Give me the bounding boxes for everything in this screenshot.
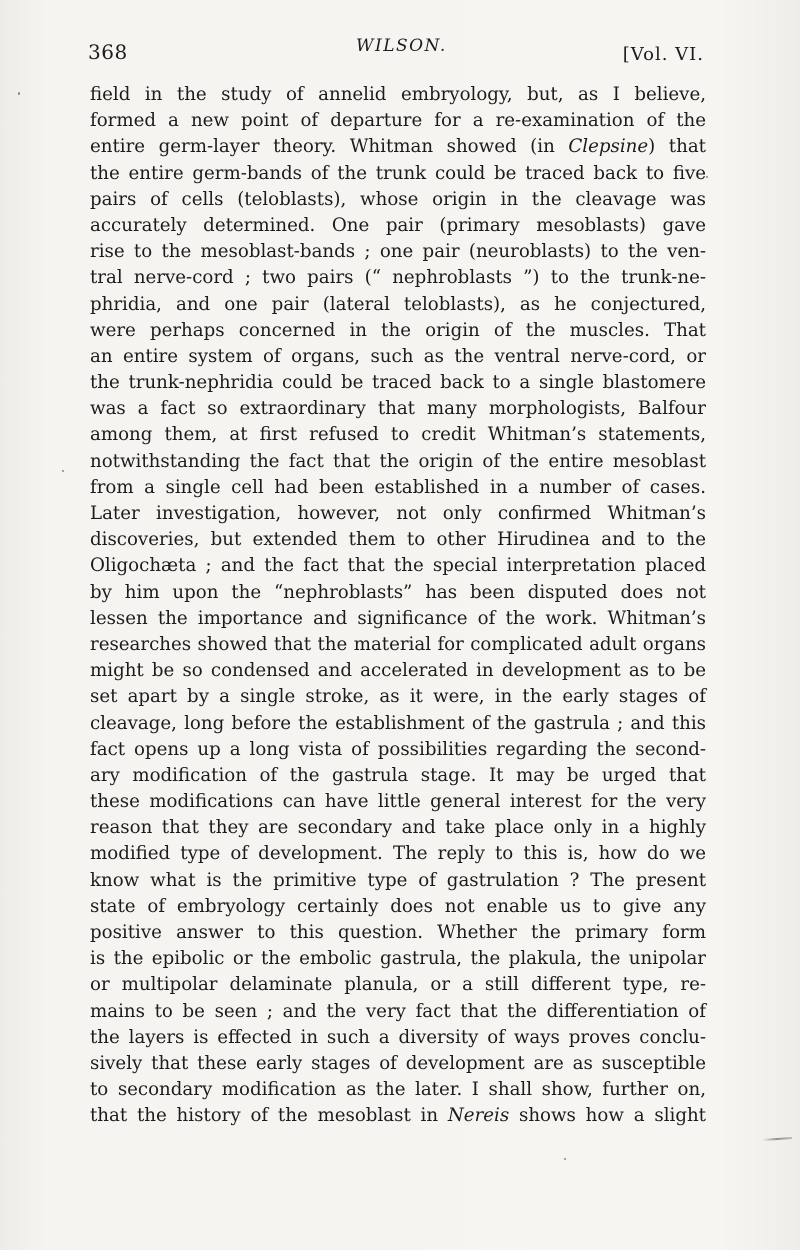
text-line: or multipolar delaminate planula, or a still different type, re-: [90, 974, 706, 996]
text-line: mains to be seen ; and the very fact that the differentiation of: [90, 1000, 706, 1022]
running-head: WILSON.: [356, 36, 447, 56]
text-line: the entire germ-bands of the trunk could be traced back to five: [90, 162, 706, 184]
text-line: might be so condensed and accelerated in development as to be: [90, 660, 706, 682]
volume-label: [Vol. VI.: [622, 44, 704, 65]
text-line: Later investigation, however, not only confirmed Whitman’s: [90, 503, 706, 524]
text-line: state of embryology certainly does not enable us to give any: [90, 895, 706, 917]
text-line: formed a new point of departure for a re-examination of the: [90, 110, 706, 132]
text-line: an entire system of organs, such as the ventral nerve-cord, or: [90, 345, 706, 367]
text-line: sively that these early stages of development are as susceptible: [90, 1052, 706, 1074]
text-line: that the history of the mesoblast in Nereis shows how a slight: [90, 1105, 706, 1127]
paper-speck: [706, 176, 708, 178]
ink-mark: [762, 1137, 792, 1141]
text-line: ary modification of the gastrula stage. It may be urged that: [90, 764, 706, 786]
text-line: the trunk-nephridia could be traced back to a single blastomere: [90, 372, 706, 394]
page-number: 368: [88, 40, 128, 64]
text-line: tral nerve-cord ; two pairs (“ nephroblasts ”) to the trunk-ne-: [90, 267, 706, 289]
text-line: cleavage, long before the establishment of the gastrula ; and this: [90, 712, 706, 734]
text-line: phridia, and one pair (lateral teloblasts), as he conjectured,: [90, 293, 706, 315]
text-line: among them, at first refused to credit Whitman’s statements,: [90, 424, 706, 446]
text-line: fact opens up a long vista of possibilities regarding the second-: [90, 738, 706, 760]
text-line: Oligochæta ; and the fact that the special interpretation placed: [90, 555, 706, 577]
text-line: modified type of development. The reply to this is, how do we: [90, 843, 706, 865]
taxon-name: Clepsine: [568, 136, 649, 158]
paper-speck: [62, 470, 64, 472]
text-line: researches showed that the material for complicated adult organs: [90, 633, 706, 655]
text-line: notwithstanding the fact that the origin of the entire mesoblast: [90, 450, 706, 472]
text-line: these modifications can have little general interest for the very: [90, 791, 706, 813]
text-line: pairs of cells (teloblasts), whose origin in the cleavage was: [90, 188, 706, 210]
text-line: the layers is effected in such a diversity of ways proves conclu-: [90, 1026, 706, 1048]
text-line: is the epibolic or the embolic gastrula, the plakula, the unipolar: [90, 948, 706, 970]
text-line: field in the study of annelid embryology, but, as I believe,: [90, 84, 706, 105]
paper-speck: [564, 1158, 566, 1160]
text-line: reason that they are secondary and take place only in a highly: [90, 817, 706, 839]
text-line: from a single cell had been established in a number of cases.: [90, 476, 706, 498]
text-line: were perhaps concerned in the origin of the muscles. That: [90, 319, 706, 341]
text-line: set apart by a single stroke, as it were, in the early stages of: [90, 686, 706, 708]
text-line: know what is the primitive type of gastrulation ? The present: [90, 869, 706, 891]
text-line: lessen the importance and significance of the work. Whitman’s: [90, 607, 706, 629]
paper-speck: [18, 92, 20, 95]
body-text: [90, 82, 706, 1130]
text-line: entire germ-layer theory. Whitman showed (in Clepsine) that: [90, 136, 706, 158]
text-line: discoveries, but extended them to other Hirudinea and to the: [90, 529, 706, 551]
text-line: positive answer to this question. Whether the primary form: [90, 922, 706, 943]
text-line: by him upon the “nephroblasts” has been disputed does not: [90, 581, 706, 603]
text-line: was a fact so extraordinary that many morphologists, Balfour: [90, 398, 706, 420]
taxon-name: Nereis: [447, 1105, 510, 1127]
page-header: [88, 34, 708, 74]
text-line: to secondary modification as the later. I shall show, further on,: [90, 1079, 706, 1101]
text-line: rise to the mesoblast-bands ; one pair (neuroblasts) to the ven-: [90, 241, 706, 263]
text-line: accurately determined. One pair (primary mesoblasts) gave: [90, 214, 706, 236]
